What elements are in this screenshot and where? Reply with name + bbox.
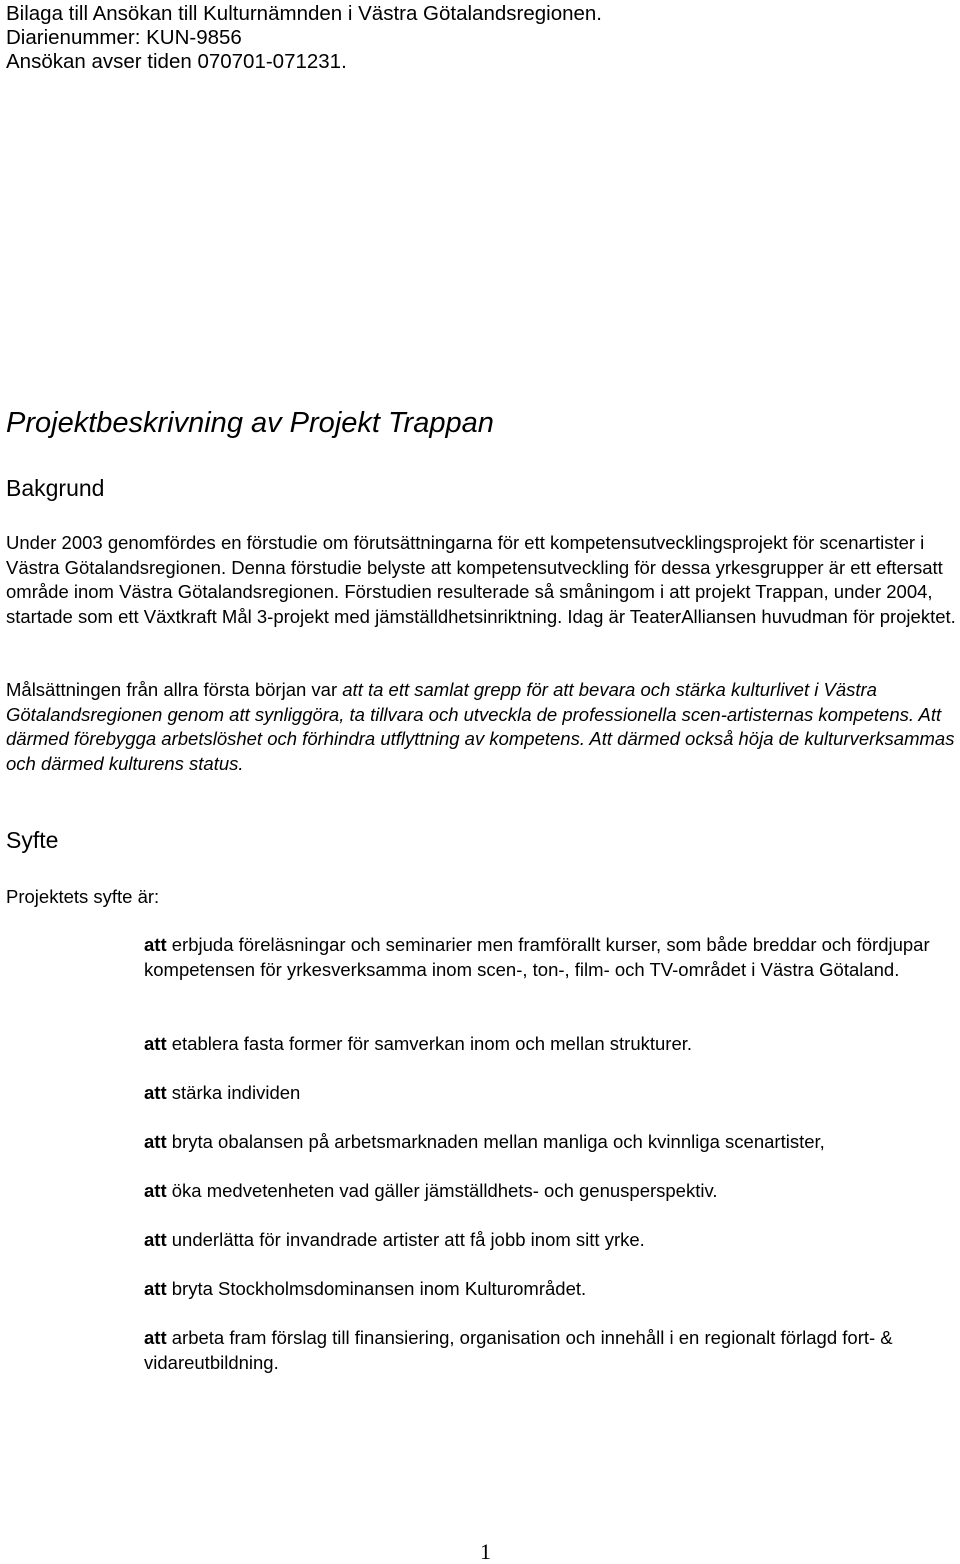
item-text: bryta obalansen på arbetsmarknaden mellan manliga och kvinnliga scenartister, <box>166 1131 825 1152</box>
goal-italic-text: att ta ett samlat grepp för att bevara och stärka kulturlivet i Västra Götalandsregionen genom att synliggöra, ta tillvara och utveckla de professionella scen-artisternas kompetens. Att därmed förebygga arbetslöshet och förhindra utflyttning av kompetens. Att därmed också höja de kulturverksammas och därmed kulturens status. <box>6 679 955 774</box>
item-keyword: att <box>144 1131 167 1152</box>
item-text: bryta Stockholmsdominansen inom Kulturområdet. <box>166 1278 587 1299</box>
syfte-item <box>144 1277 958 1302</box>
page-title: Projektbeskrivning av Projekt Trappan <box>6 407 494 439</box>
bakgrund-paragraph: Under 2003 genomfördes en förstudie om förutsättningarna för ett kompetensutvecklingsprojekt för scenartister i Västra Götalandsregionen. Denna förstudie belyste att kompetensutveckling för dessa yrkesgrupper är ett eftersatt område inom Västra Götalandsregionen. Förstudien resulterade så småningom i att projekt Trappan, under 2004, startade som ett Växtkraft Mål 3-projekt med jämställdhetsinriktning. Idag är TeaterAlliansen huvudman för projektet. <box>6 532 956 627</box>
page-number: 1 <box>480 1539 491 1564</box>
header-line-attachment: Bilaga till Ansökan till Kulturnämnden i Västra Götalandsregionen. <box>6 2 602 25</box>
goal-lead-text: Målsättningen från allra första början var <box>6 679 343 700</box>
item-text: arbeta fram förslag till finansiering, organisation och innehåll i en regionalt förlagd fort- & vidareutbildning. <box>144 1327 893 1373</box>
item-keyword: att <box>144 1082 167 1103</box>
item-keyword: att <box>144 1327 167 1348</box>
goal-paragraph <box>6 678 956 776</box>
section-heading-syfte: Syfte <box>6 827 59 853</box>
item-text: etablera fasta former för samverkan inom och mellan strukturer. <box>166 1033 693 1054</box>
section-heading-bakgrund: Bakgrund <box>6 475 105 501</box>
document-header <box>6 2 602 74</box>
item-keyword: att <box>144 1033 167 1054</box>
syfte-item <box>144 1032 958 1057</box>
item-keyword: att <box>144 934 167 955</box>
syfte-item <box>144 1081 958 1106</box>
syfte-item <box>144 933 958 982</box>
item-keyword: att <box>144 1229 167 1250</box>
syfte-item <box>144 1130 958 1155</box>
item-keyword: att <box>144 1180 167 1201</box>
syfte-item <box>144 1228 958 1253</box>
syfte-intro: Projektets syfte är: <box>6 886 160 907</box>
item-text: erbjuda föreläsningar och seminarier men framförallt kurser, som både breddar och fördjupar kompetensen för yrkesverksamma inom scen-, ton-, film- och TV-området i Västra Götaland. <box>144 934 930 980</box>
header-line-period: Ansökan avser tiden 070701-071231. <box>6 50 347 73</box>
item-text: stärka individen <box>166 1082 301 1103</box>
item-text: öka medvetenheten vad gäller jämställdhets- och genusperspektiv. <box>166 1180 718 1201</box>
syfte-item <box>144 1179 958 1204</box>
item-keyword: att <box>144 1278 167 1299</box>
item-text: underlätta för invandrade artister att få jobb inom sitt yrke. <box>166 1229 645 1250</box>
syfte-item <box>144 1326 958 1375</box>
header-line-registration-number: Diarienummer: KUN-9856 <box>6 26 242 49</box>
